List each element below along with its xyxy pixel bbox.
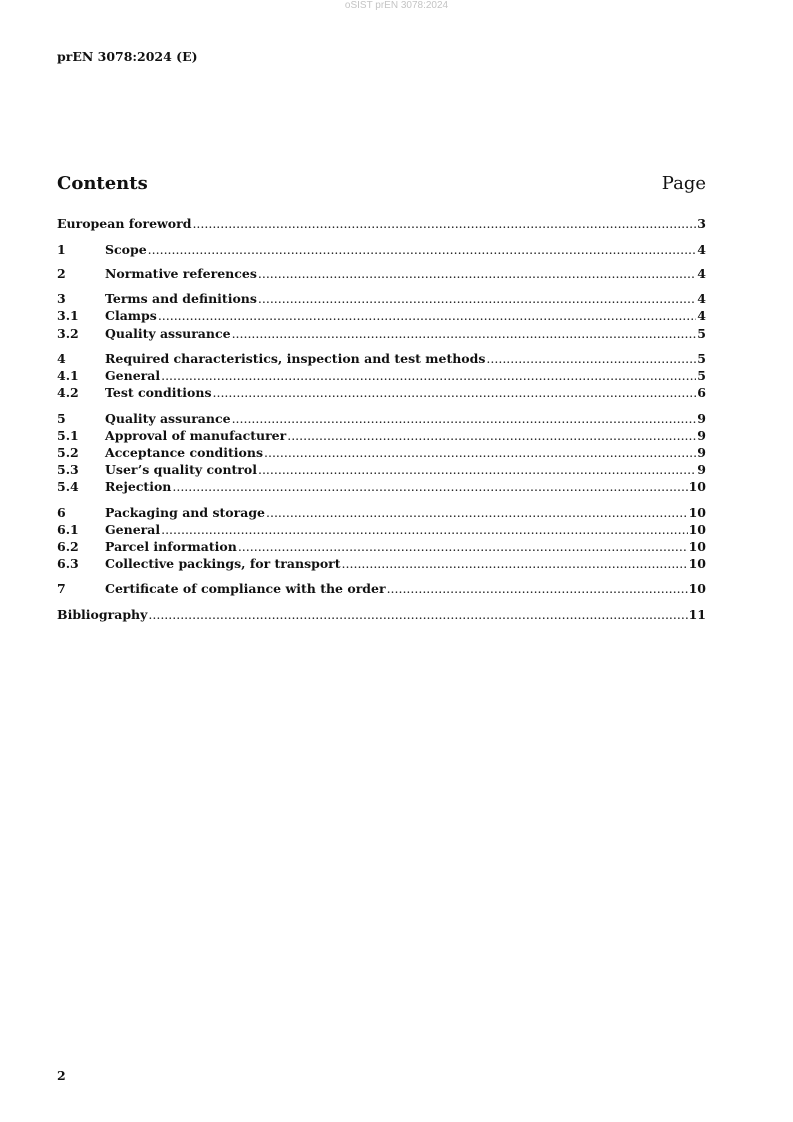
toc-entry-number: 3: [57, 291, 66, 306]
toc-entry-title: Required characteristics, inspection and test methods: [105, 351, 486, 366]
toc-entry-title: Parcel information: [105, 539, 237, 554]
toc-entry-title: Clamps: [105, 308, 157, 323]
toc-entry-4-2[interactable]: [57, 385, 706, 401]
toc-entry-6-2[interactable]: [57, 539, 706, 555]
toc-entry-5-4[interactable]: [57, 479, 706, 495]
toc-entry-page: 11: [688, 607, 706, 622]
toc-entry-3[interactable]: [57, 291, 706, 307]
toc-dot-leader: [238, 539, 688, 555]
toc-entry-title: Acceptance conditions: [105, 445, 264, 460]
page-column-label: Page: [661, 173, 706, 194]
toc-entry-title: Approval of manufacturer: [105, 428, 287, 443]
toc-entry-page: 5: [697, 326, 706, 341]
toc-entry-number: 6.1: [57, 522, 79, 537]
toc-entry-page: 5: [697, 368, 706, 383]
toc-entry-5[interactable]: [57, 411, 706, 427]
toc-entry-page: 10: [688, 505, 706, 520]
toc-entry-title: Quality assurance: [105, 326, 231, 341]
toc-entry-page: 10: [688, 581, 706, 596]
toc-entry-1[interactable]: [57, 242, 706, 258]
toc-entry-number: 6.2: [57, 539, 79, 554]
toc-entry-page: 4: [697, 266, 706, 281]
toc-entry-title: Test conditions: [105, 385, 212, 400]
toc-entry-title: Packaging and storage: [105, 505, 266, 520]
toc-entry-number: 5: [57, 411, 66, 426]
toc-dot-leader: [342, 556, 688, 572]
toc-entry-title: Bibliography: [57, 607, 148, 622]
toc-entry-5-2[interactable]: [57, 445, 706, 461]
toc-dot-leader: [232, 411, 697, 427]
toc-entry-number: 3.1: [57, 308, 79, 323]
toc-entry-number: 5.1: [57, 428, 79, 443]
toc-entry-number: 5.4: [57, 479, 79, 494]
toc-entry-title: Normative references: [105, 266, 257, 281]
watermark-text: oSIST prEN 3078:2024: [344, 0, 449, 11]
toc-dot-leader: [213, 385, 697, 401]
toc-dot-leader: [258, 462, 696, 478]
toc-entry-title: General: [105, 368, 161, 383]
toc-entry-page: 10: [688, 522, 706, 537]
toc-dot-leader: [258, 291, 696, 307]
toc-entry-page: 10: [688, 556, 706, 571]
toc-entry-page: 3: [697, 216, 706, 231]
toc-entry-page: 5: [697, 351, 706, 366]
toc-dot-leader: [258, 266, 696, 282]
toc-entry-page: 10: [688, 479, 706, 494]
toc-entry-number: 4.2: [57, 385, 79, 400]
toc-entry-title: Rejection: [105, 479, 172, 494]
toc-entry-number: 4.1: [57, 368, 79, 383]
document-id: prEN 3078:2024 (E): [57, 49, 198, 64]
toc-entry-page: 4: [697, 242, 706, 257]
toc-entry-title: Terms and definitions: [105, 291, 257, 306]
toc-dot-leader: [192, 216, 696, 232]
toc-entry-page: 9: [697, 462, 706, 477]
toc-entry-number: 5.3: [57, 462, 79, 477]
contents-header: [57, 172, 706, 198]
toc-entry-page: 4: [697, 308, 706, 323]
toc-entry-bibliography[interactable]: [57, 607, 706, 623]
toc-entry-page: 9: [697, 428, 706, 443]
toc-entry-number: 7: [57, 581, 66, 596]
toc-dot-leader: [264, 445, 696, 461]
toc-entry-title: General: [105, 522, 161, 537]
toc-entry-3-2[interactable]: [57, 326, 706, 342]
toc-dot-leader: [172, 479, 687, 495]
toc-entry-6[interactable]: [57, 505, 706, 521]
toc-entry-number: 1: [57, 242, 66, 257]
toc-entry-title: User’s quality control: [105, 462, 257, 477]
toc-entry-title: Collective packings, for transport: [105, 556, 341, 571]
toc-entry-european-foreword[interactable]: [57, 216, 706, 232]
toc-entry-number: 5.2: [57, 445, 79, 460]
toc-dot-leader: [148, 242, 697, 258]
toc-entry-title: Scope: [105, 242, 147, 257]
toc-entry-title: European foreword: [57, 216, 192, 231]
toc-dot-leader: [148, 607, 687, 623]
toc-entry-5-3[interactable]: [57, 462, 706, 478]
toc-entry-4[interactable]: [57, 351, 706, 367]
toc-dot-leader: [161, 368, 696, 384]
toc-entry-title: Certificate of compliance with the order: [105, 581, 386, 596]
toc-entry-page: 6: [697, 385, 706, 400]
toc-entry-5-1[interactable]: [57, 428, 706, 444]
toc-entry-page: 9: [697, 445, 706, 460]
toc-entry-3-1[interactable]: [57, 308, 706, 324]
toc-dot-leader: [232, 326, 697, 342]
toc-entry-title: Quality assurance: [105, 411, 231, 426]
toc-entry-page: 9: [697, 411, 706, 426]
toc-dot-leader: [266, 505, 688, 521]
toc-entry-6-3[interactable]: [57, 556, 706, 572]
toc-dot-leader: [158, 308, 696, 324]
toc-entry-4-1[interactable]: [57, 368, 706, 384]
toc-entry-number: 4: [57, 351, 66, 366]
toc-dot-leader: [387, 581, 688, 597]
toc-entry-6-1[interactable]: [57, 522, 706, 538]
toc-entry-number: 6: [57, 505, 66, 520]
toc-entry-page: 10: [688, 539, 706, 554]
toc-dot-leader: [486, 351, 696, 367]
toc-entry-2[interactable]: [57, 266, 706, 282]
toc-entry-number: 6.3: [57, 556, 79, 571]
toc-dot-leader: [161, 522, 687, 538]
page-number: 2: [57, 1068, 66, 1083]
toc-entry-7[interactable]: [57, 581, 706, 597]
toc-entry-number: 3.2: [57, 326, 79, 341]
toc-entry-page: 4: [697, 291, 706, 306]
toc-dot-leader: [287, 428, 696, 444]
toc-entry-number: 2: [57, 266, 66, 281]
contents-title: Contents: [57, 173, 148, 194]
